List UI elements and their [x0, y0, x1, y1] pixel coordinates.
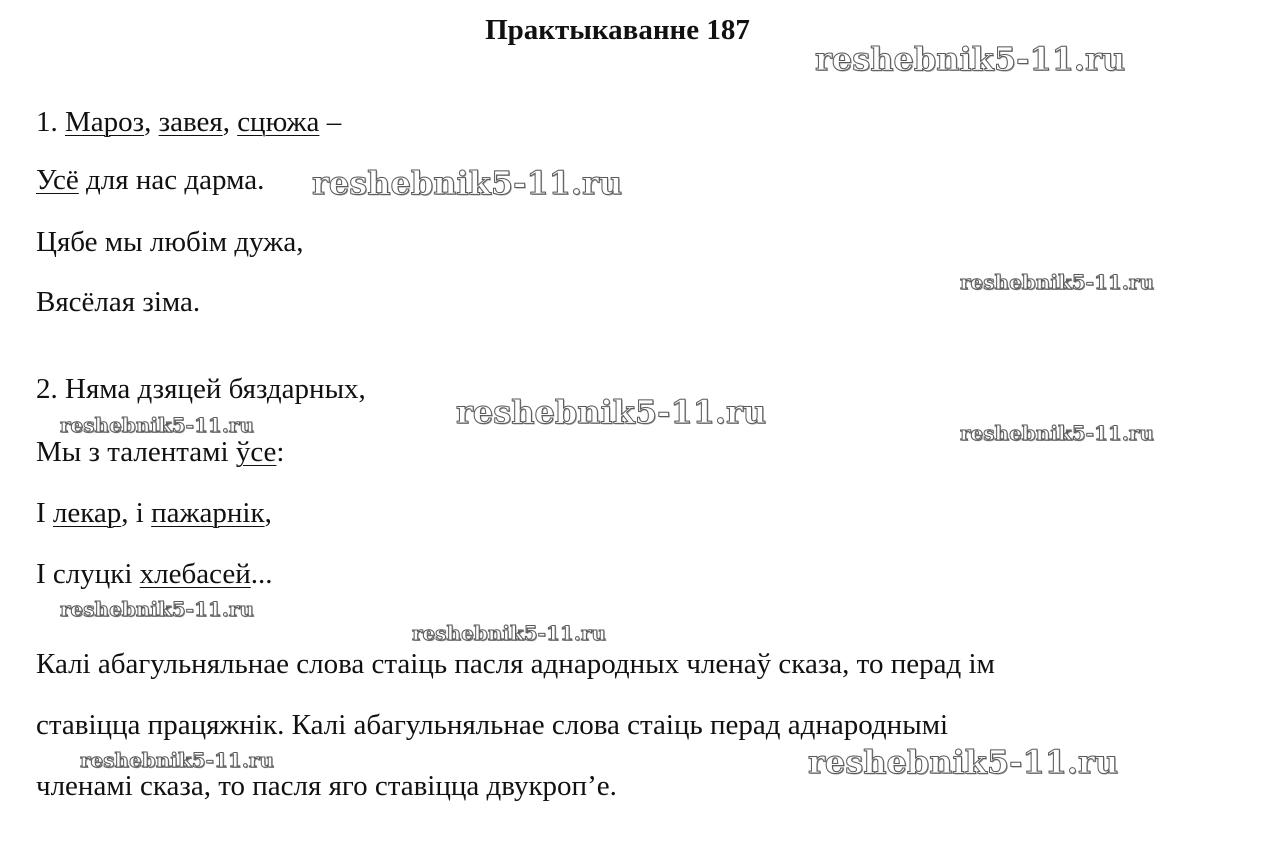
- rule-line2: ставіцца працяжнік. Калі абагульняльнае слова стаіць перад аднароднымі: [36, 709, 949, 741]
- poem1-line1: 1. Мароз, завея, сцюжа –: [36, 106, 342, 138]
- poem1-line2: Усё для нас дарма.: [36, 164, 265, 196]
- rule-line3: членамі сказа, то пасля яго ставіцца двукроп’е.: [36, 770, 617, 802]
- poem2-line2: Мы з талентамі ўсе:: [36, 436, 285, 468]
- poem1-line4: Вясёлая зіма.: [36, 286, 201, 318]
- poem2-line3: І лекар, і пажарнік,: [36, 497, 272, 529]
- watermark: reshebnik5-11.ru: [60, 597, 254, 621]
- poem2-line1: 2. Няма дзяцей бяздарных,: [36, 373, 366, 405]
- watermark: reshebnik5-11.ru: [960, 421, 1154, 445]
- poem1-line3: Цябе мы любім дужа,: [36, 226, 304, 258]
- watermark: reshebnik5-11.ru: [412, 621, 606, 645]
- watermark: reshebnik5-11.ru: [808, 743, 1119, 781]
- page-title: Практыкаванне 187: [485, 14, 750, 46]
- poem2-line4: І слуцкі хлебасей...: [36, 558, 273, 590]
- watermark: reshebnik5-11.ru: [456, 393, 767, 431]
- watermark: reshebnik5-11.ru: [80, 748, 274, 772]
- watermark: reshebnik5-11.ru: [960, 270, 1154, 294]
- rule-line1: Калі абагульняльнае слова стаіць пасля аднародных членаў сказа, то перад ім: [36, 648, 995, 680]
- watermark: reshebnik5-11.ru: [815, 40, 1126, 78]
- watermark: reshebnik5-11.ru: [312, 164, 623, 202]
- watermark: reshebnik5-11.ru: [60, 413, 254, 437]
